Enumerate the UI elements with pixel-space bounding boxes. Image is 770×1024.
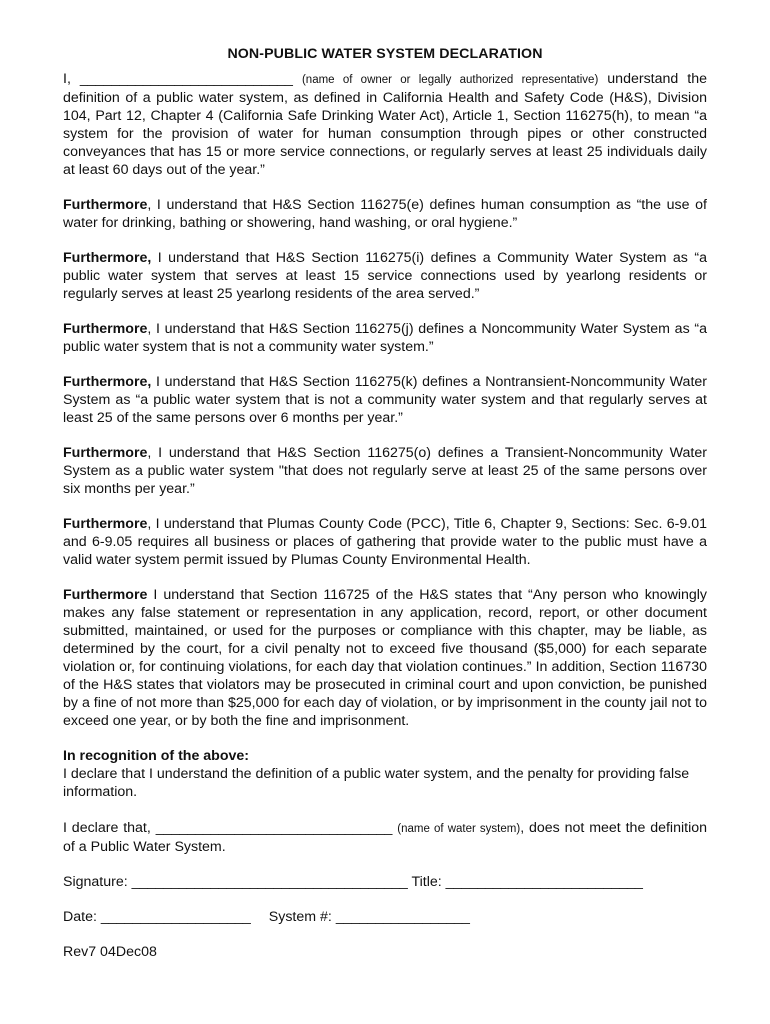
paragraph-plumas-county-code bbox=[63, 515, 707, 569]
declaration-text: , does not meet the definition of a Public Water System. bbox=[63, 820, 707, 855]
owner-name-hint: (name of owner or legally authorized representative) bbox=[301, 74, 599, 86]
paragraph-text: I understand that Section 116725 of the H&S states that “Any person who knowingly makes any false statement or representation in any application, record, report, or other document submitted, maintained, or used for the purposes or compliance with this chapter, may be liable, as determined by the court, for a civil penalty not to exceed five thousand ($5,000) for each separate violation or, for continuing violations, for each day that violation continues.” In addition, Section 116730 of the H&S states that violators may be prosecuted in criminal court and upon conviction, be punished by a fine of not more than $25,000 for each day of violation, or by imprisonment in the county jail not to exceed one year, or by both the fine and imprisonment. bbox=[63, 587, 707, 729]
paragraph-text: , I understand that H&S Section 116275(e) defines human consumption as “the use of water for drinking, bathing or showering, hand washing, or oral hygiene.” bbox=[63, 197, 707, 231]
paragraph-human-consumption bbox=[63, 196, 707, 232]
signature-row bbox=[63, 873, 707, 891]
paragraph-lead: Furthermore bbox=[63, 587, 148, 603]
paragraph-lead: Furthermore bbox=[63, 197, 148, 213]
signature-label: Signature: bbox=[63, 874, 132, 890]
system-number-label: System #: bbox=[268, 909, 336, 925]
paragraph-lead: Furthermore bbox=[63, 445, 148, 461]
paragraph-nontransient-noncommunity bbox=[63, 373, 707, 427]
paragraph-text: I understand that H&S Section 116275(k) defines a Nontransient-Noncommunity Water System as “a public water system that is not a community water system and that regularly serves at least 25 of the same persons over 6 months per year.” bbox=[63, 374, 707, 426]
declaration-paragraph bbox=[63, 819, 707, 856]
recognition-heading: In recognition of the above: bbox=[63, 748, 250, 764]
title-field[interactable]: _________________________ bbox=[445, 874, 643, 890]
paragraph-lead: Furthermore, bbox=[63, 374, 152, 390]
paragraph-penalties bbox=[63, 586, 707, 730]
paragraph-lead: Furthermore, bbox=[63, 250, 152, 266]
paragraph-lead: Furthermore bbox=[63, 516, 148, 532]
date-row bbox=[63, 908, 707, 926]
paragraph-community-water-system bbox=[63, 249, 707, 303]
system-number-field[interactable]: _________________ bbox=[335, 909, 470, 925]
intro-text: understand the definition of a public water system, as defined in California Health and Safety Code (H&S), Division 104, Part 12, Chapter 4 (California Safe Drinking Water Act), Article 1, Section 116275(h), to mean “a system for the provision of water for human consumption through pipes or other constructed conveyances that has 15 or more service connections, or regularly serves at least 25 individuals daily at least 60 days out of the year.” bbox=[63, 71, 708, 178]
title-label: Title: bbox=[407, 874, 446, 890]
recognition-text: I declare that I understand the definition of a public water system, and the penalty for providing false information. bbox=[63, 766, 690, 800]
signature-field[interactable]: ___________________________________ bbox=[131, 874, 408, 890]
paragraph-text: , I understand that H&S Section 116275(o) defines a Transient-Noncommunity Water System as a public water system "that does not regularly serve at least 25 of the same persons over six months per year.” bbox=[63, 445, 707, 497]
intro-paragraph bbox=[63, 70, 707, 179]
paragraph-noncommunity-water-system bbox=[63, 320, 707, 356]
declaration-prefix: I declare that, bbox=[63, 820, 156, 836]
owner-name-field[interactable]: ___________________________ bbox=[79, 71, 302, 87]
paragraph-text: , I understand that Plumas County Code (PCC), Title 6, Chapter 9, Sections: Sec. 6-9.01 and 6-9.05 requires all business or places of gathering that provide water to the public must have a valid water system permit issued by Plumas County Environmental Health. bbox=[63, 516, 707, 568]
paragraph-lead: Furthermore bbox=[63, 321, 148, 337]
paragraph-transient-noncommunity bbox=[63, 444, 707, 498]
date-field[interactable]: ___________________ bbox=[100, 909, 251, 925]
paragraph-text: , I understand that H&S Section 116275(j) defines a Noncommunity Water System as “a public water system that is not a community water system.” bbox=[63, 321, 707, 355]
date-label: Date: bbox=[63, 909, 101, 925]
paragraph-text: I understand that H&S Section 116275(i) defines a Community Water System as “a public water system that serves at least 15 service connections used by yearlong residents or regularly serves at least 25 yearlong residents of the area served.” bbox=[63, 250, 707, 302]
document-title: NON-PUBLIC WATER SYSTEM DECLARATION bbox=[227, 46, 543, 62]
revision-note: Rev7 04Dec08 bbox=[63, 944, 157, 960]
intro-prefix: I, bbox=[63, 71, 80, 87]
water-system-name-field[interactable]: ______________________________ bbox=[155, 820, 398, 836]
water-system-name-hint: (name of water system) bbox=[397, 823, 521, 835]
